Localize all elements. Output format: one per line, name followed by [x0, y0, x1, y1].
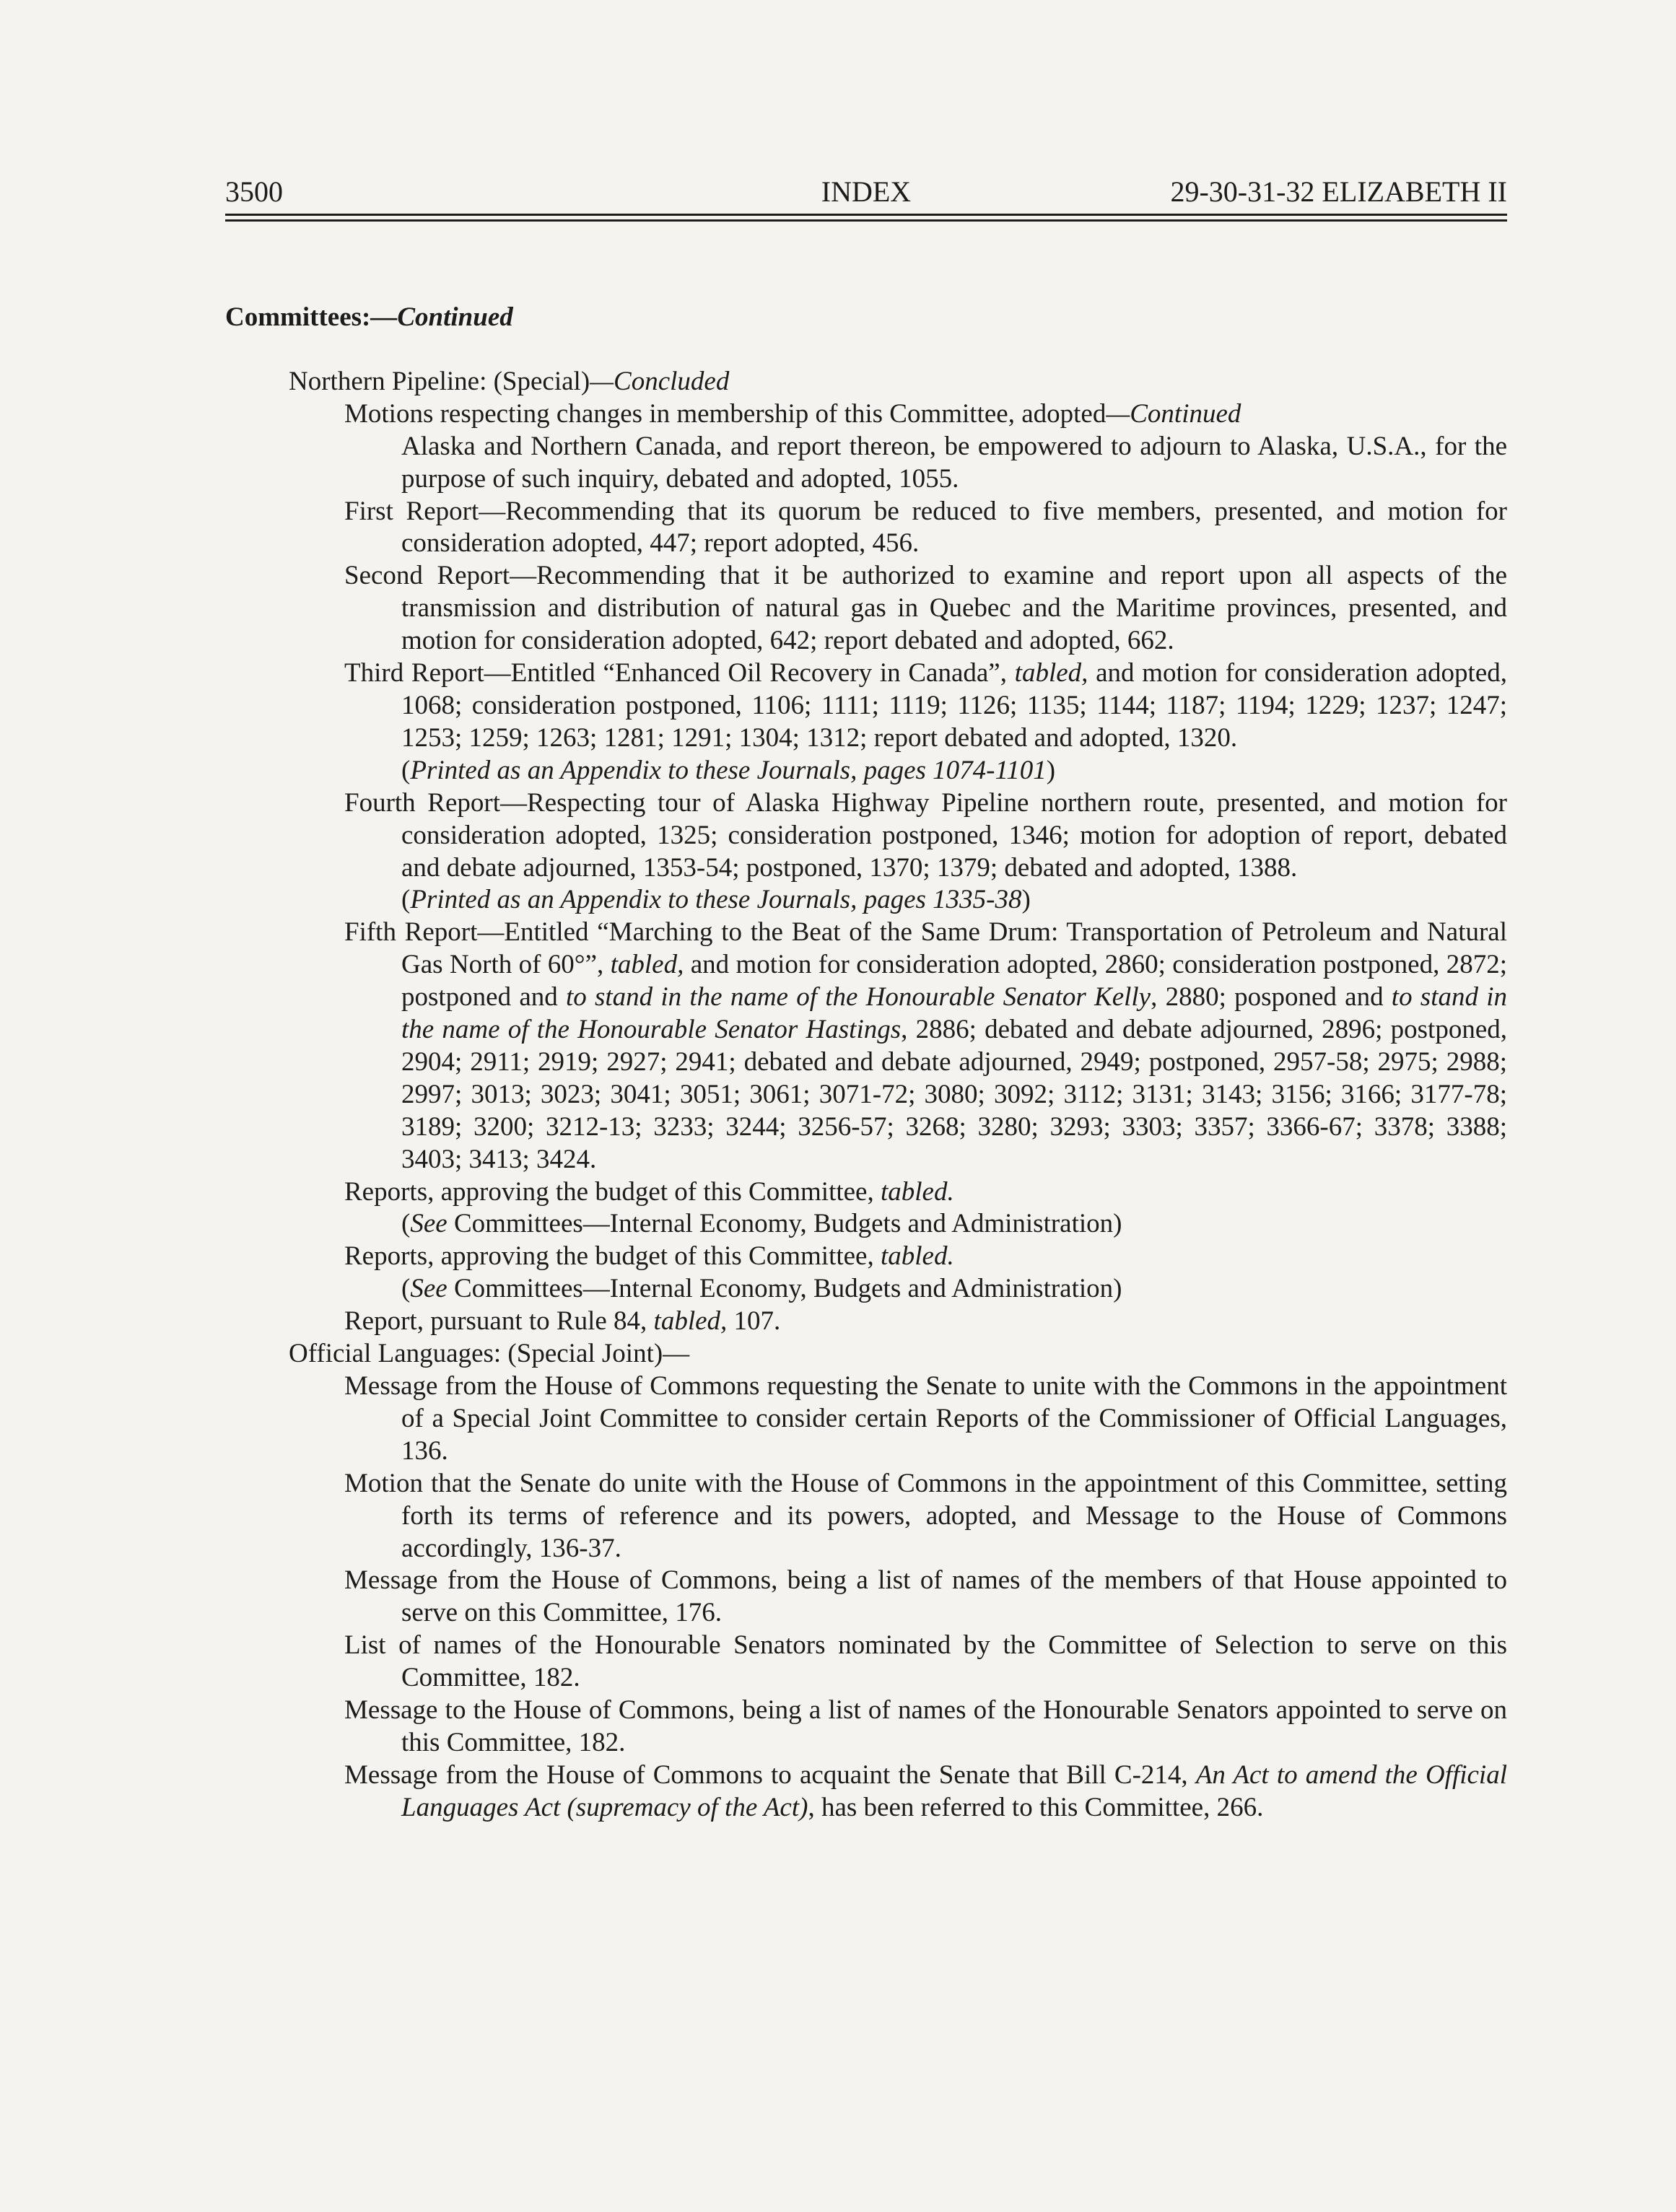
entry-motions-continuation: Alaska and Northern Canada, and report thereon, be empowered to adjourn to Alaska, U.S.A., for the purpose of such inquiry, debated and adopted, 1055. [401, 431, 1507, 494]
entry-rule-84-report [225, 1306, 1507, 1338]
third-report-a: Third Report—Entitled “Enhanced Oil Recovery in Canada”, [344, 658, 1015, 688]
fourth-report-paren-close: ) [1021, 885, 1031, 915]
budget-report-1-paren-open: ( [401, 1209, 411, 1239]
budget-report-2-paren-open: ( [401, 1274, 411, 1304]
entry-official-languages-1: Message from the House of Commons requesting the Senate to unite with the Commons in the appointment of a Special Joint Committee to consider certain Reports of the Commissioner of Official Languages, 136. [344, 1371, 1507, 1466]
section-heading [225, 302, 1507, 334]
entry-first-report: First Report—Recommending that its quorum be reduced to five members, presented, and motion for consideration adopted, 447; report adopted, 456. [344, 496, 1507, 559]
entry-motions-membership [225, 398, 1507, 431]
fifth-report-b: and motion for consideration adopted, 2860; consideration postponed, 2872; postponed and [401, 950, 1508, 1013]
subject-northern-pipeline [225, 366, 1507, 398]
fifth-report-stand-hastings: to stand in the name of the Honourable Senator Hastings [401, 982, 1507, 1045]
bill-message-a: Message from the House of Commons to acquaint the Senate that Bill C-214, [344, 1759, 1196, 1790]
northern-pipeline-concluded: —Concluded [590, 366, 730, 396]
fourth-report-paren-open: ( [401, 885, 411, 915]
bill-message-b: , has been referred to this Committee, 266. [808, 1792, 1264, 1822]
motions-text: Motions respecting changes in membership of this Committee, adopted [344, 398, 1107, 429]
regnal-year: 29-30-31-32 ELIZABETH II [1170, 175, 1507, 208]
budget-report-1-tabled: tabled. [880, 1176, 954, 1207]
third-report-paren-close: ) [1046, 755, 1056, 785]
fifth-report-a: Fifth Report—Entitled “Marching to the Beat of the Same Drum: Transportation of Petroleum and Natural Gas North of 60°”, [344, 917, 1507, 980]
entry-official-languages-4: List of names of the Honourable Senators nominated by the Committee of Selection to serve on this Committee, 182. [344, 1630, 1507, 1693]
page-number: 3500 [225, 175, 283, 208]
budget-report-1-text: Reports, approving the budget of this Committee, [344, 1176, 881, 1207]
budget-report-2-tabled: tabled. [880, 1241, 954, 1272]
entry-fifth-report [225, 917, 1507, 1176]
third-report-printed-note [225, 755, 1507, 787]
fifth-report-d: , 2886; debated and debate adjourned, 2896; postponed, 2904; 2911; 2919; 2927; 2941; debated and debate adjourned, 2949; postponed, 2957-58; 2975; 2988; 2997; 3013; 3023; 3041; 3051; 3061; 3071-72; 3080; 3092; 3112; 3131; 3143; 3156; 3166; 3177-78; 3189; 3200; 3212-13; 3233; 3244; 3256-57; 3268; 3280; 3293; 3303; 3357; 3366-67; 3378; 3388; 3403; 3413; 3424. [401, 1015, 1508, 1174]
entry-budget-report-2 [225, 1241, 1507, 1273]
northern-pipeline-title: Northern Pipeline: (Special) [289, 366, 590, 396]
running-header [225, 172, 1507, 212]
budget-report-1-see: See [410, 1209, 448, 1239]
budget-report-2-text: Reports, approving the budget of this Committee, [344, 1241, 881, 1272]
third-report-b: and motion for consideration adopted, 1068; consideration postponed, 1106; 1111; 1119; 1126; 1135; 1144; 1187; 1194; 1229; 1237; 1247; 1253; 1259; 1263; 1281; 1291; 1304; 1312; report debated and adopted, 1320. [401, 658, 1507, 753]
header-title: INDEX [821, 175, 912, 208]
third-report-printed: Printed as an Appendix to these Journals, pages 1074-1101 [410, 755, 1047, 785]
index-body [225, 302, 1507, 1824]
bill-message-act: An Act to amend the Official Languages Act (supremacy of the Act) [401, 1759, 1507, 1822]
section-heading-title: Committees: [225, 302, 371, 332]
fifth-report-tabled: tabled, [610, 950, 684, 980]
entry-third-report [225, 657, 1507, 755]
entry-official-languages-5: Message to the House of Commons, being a list of names of the Honourable Senators appointed to serve on this Committee, 182. [344, 1695, 1507, 1757]
entry-second-report: Second Report—Recommending that it be authorized to examine and report upon all aspects of the transmission and distribution of natural gas in Quebec and the Maritime provinces, presented, and motion for consideration adopted, 642; report debated and adopted, 662. [344, 561, 1507, 656]
budget-report-2-see: See [410, 1274, 448, 1304]
header-rule-top [225, 214, 1507, 216]
budget-report-2-see-note [225, 1273, 1507, 1306]
rule-84-a: Report, pursuant to Rule 84, [344, 1306, 654, 1337]
section-heading-continued: —Continued [370, 302, 513, 332]
entry-budget-report-1 [225, 1176, 1507, 1209]
motions-continued: —Continued [1106, 398, 1241, 429]
entry-fourth-report: Fourth Report—Respecting tour of Alaska Highway Pipeline northern route, presented, and motion for consideration adopted, 1325; consideration postponed, 1346; motion for adoption of report, debated and debate adjourned, 1353-54; postponed, 1370; 1379; debated and adopted, 1388. [344, 787, 1507, 883]
third-report-tabled: tabled, [1014, 658, 1088, 688]
entry-official-languages-2: Motion that the Senate do unite with the House of Commons in the appointment of this Committee, setting forth its terms of reference and its powers, adopted, and Message to the House of Commons accordingly, 136-37. [344, 1468, 1507, 1563]
entry-official-languages-3: Message from the House of Commons, being a list of names of the members of that House appointed to serve on this Committee, 176. [344, 1565, 1507, 1628]
third-report-paren-open: ( [401, 755, 411, 785]
fifth-report-c: , 2880; posponed and [1151, 982, 1392, 1013]
rule-84-tabled: tabled, [653, 1306, 728, 1337]
subject-official-languages: Official Languages: (Special Joint)— [289, 1339, 690, 1369]
rule-84-b: 107. [727, 1306, 781, 1337]
budget-report-1-see-ref: Committees—Internal Economy, Budgets and Administration) [447, 1209, 1122, 1239]
budget-report-2-see-ref: Committees—Internal Economy, Budgets and Administration) [447, 1274, 1122, 1304]
fourth-report-printed: Printed as an Appendix to these Journals, pages 1335-38 [410, 885, 1022, 915]
header-rule-bottom [225, 219, 1507, 222]
entry-official-languages-bill [225, 1759, 1507, 1824]
budget-report-1-see-note [225, 1208, 1507, 1241]
fourth-report-printed-note [225, 884, 1507, 917]
fifth-report-stand-kelly: to stand in the name of the Honourable Senator Kelly [565, 982, 1151, 1013]
